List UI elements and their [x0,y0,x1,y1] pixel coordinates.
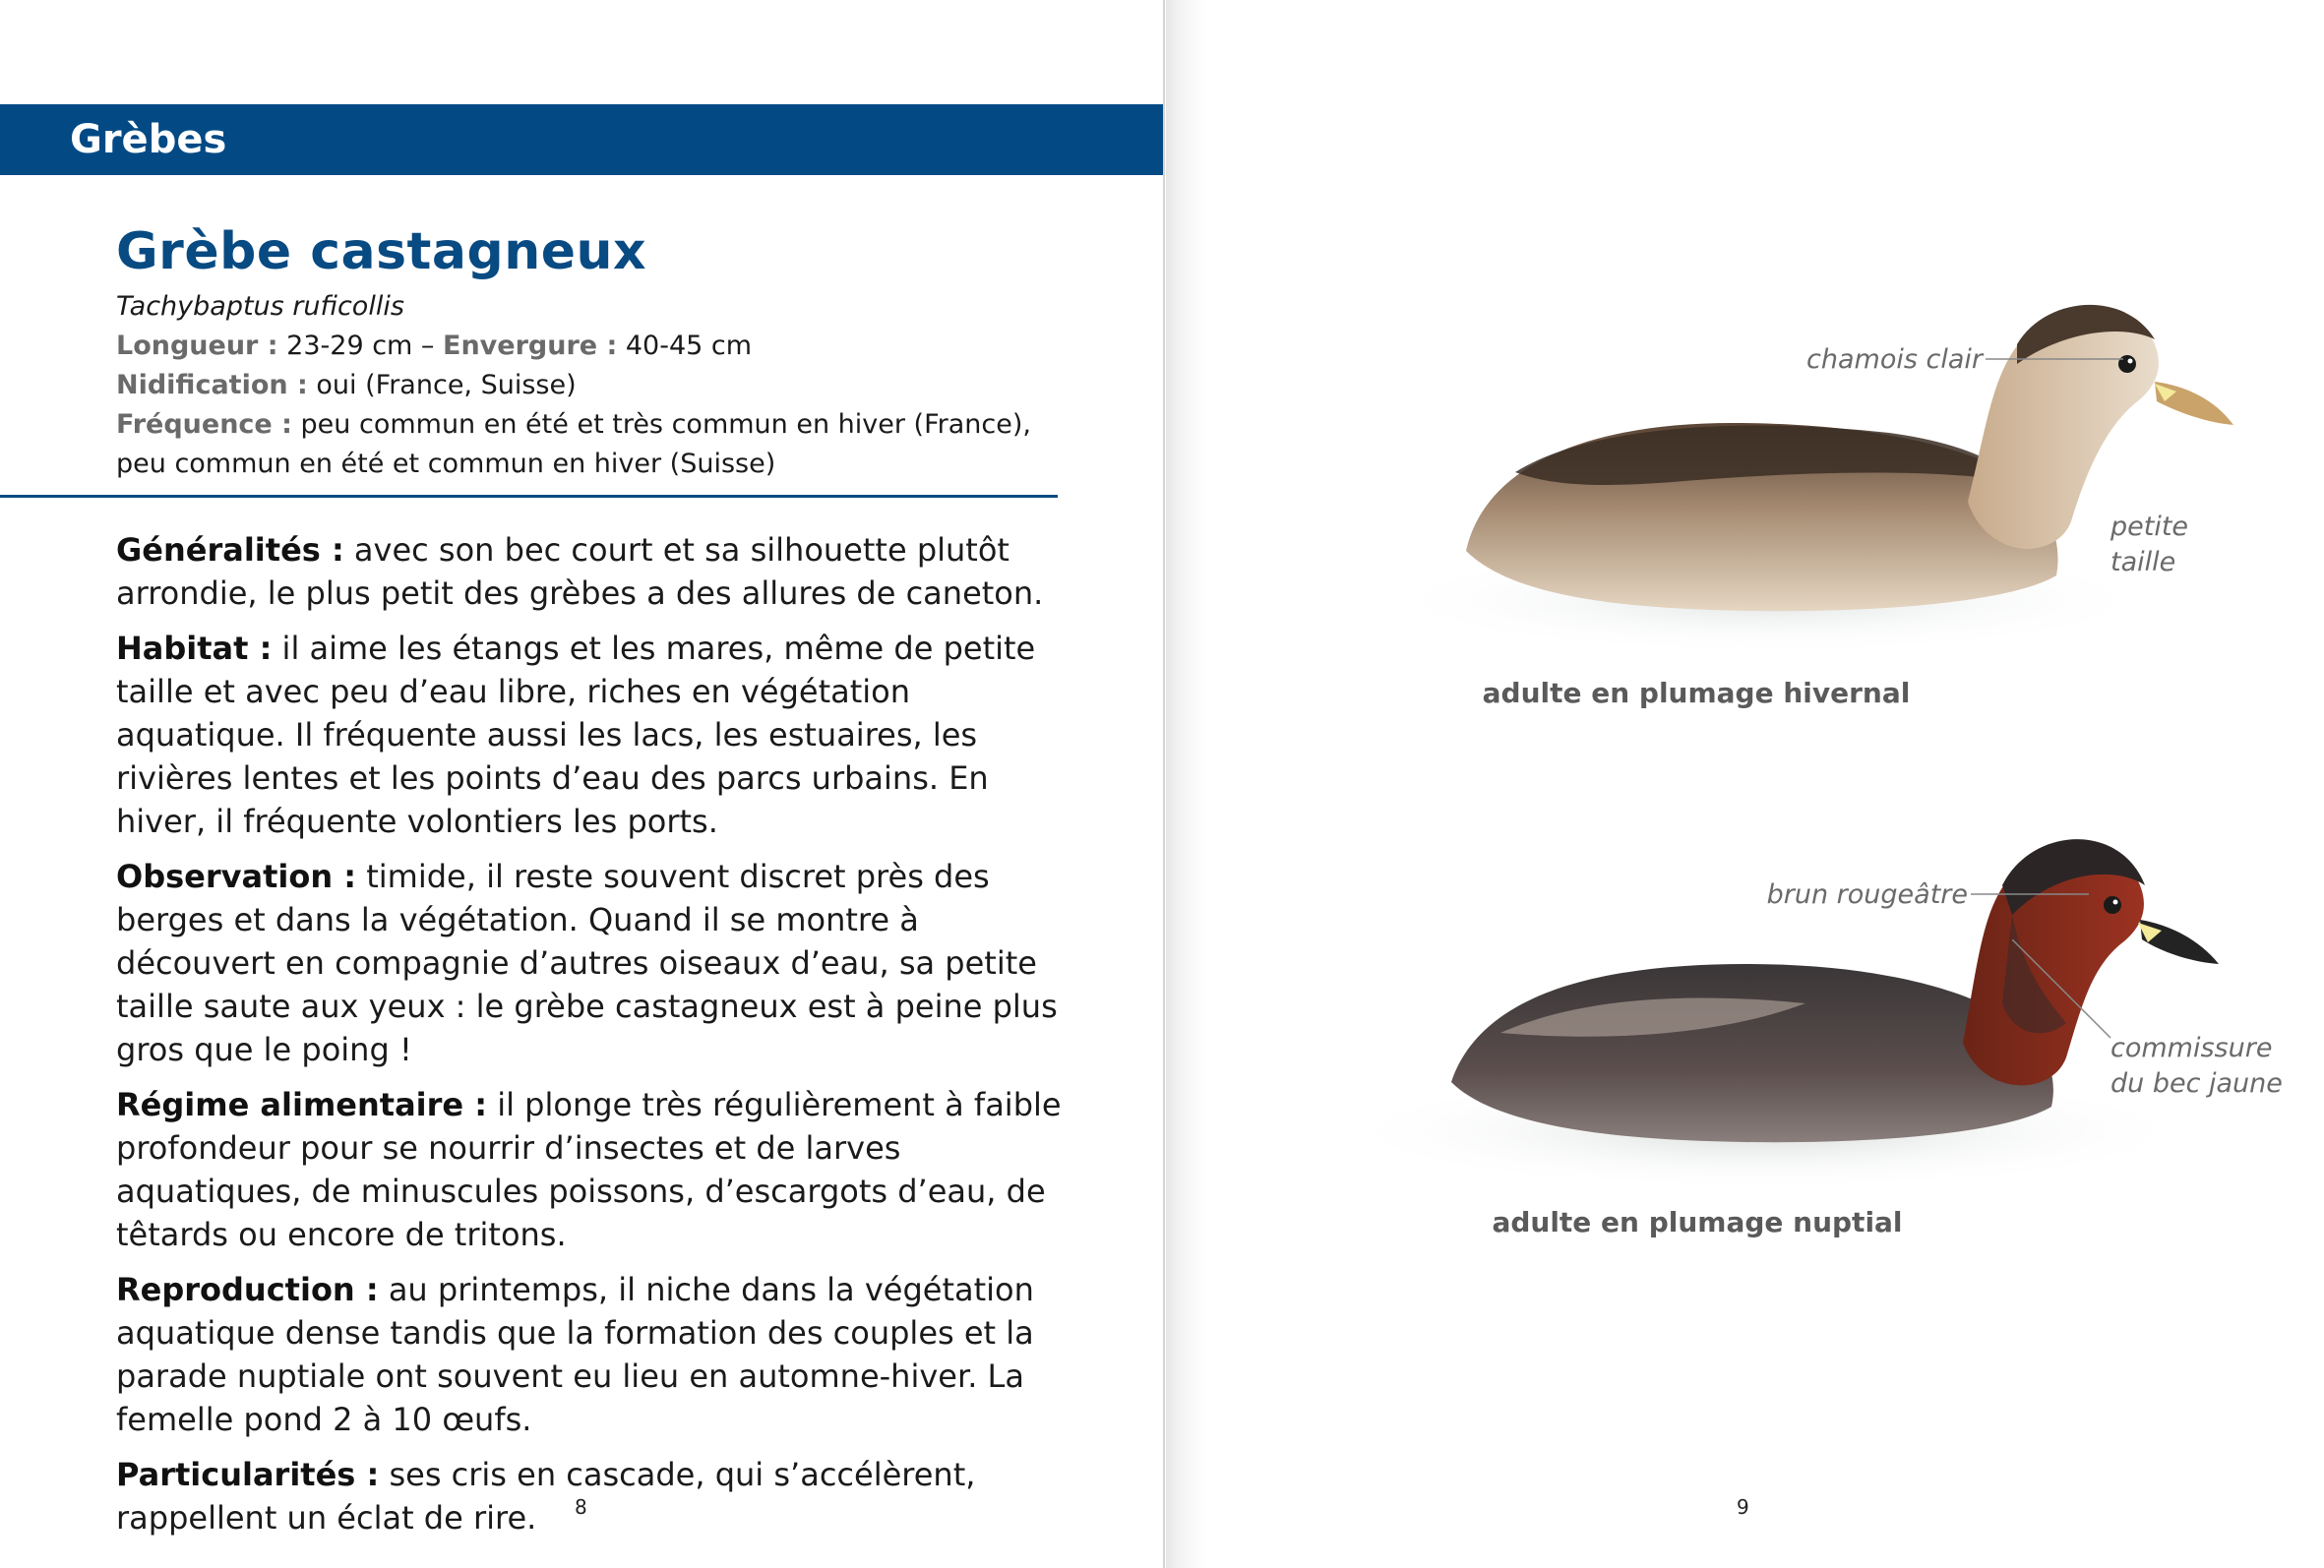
paragraph-reproduction [116,1268,1070,1441]
size-line [116,327,1080,366]
length-value: 23-29 cm – [277,331,444,361]
annotation-taille: taille [2110,547,2176,577]
breeding-grebe-illustration [1333,807,2317,1210]
paragraph-text: il aime les étangs et les mares, même de petite taille et avec peu d’eau libre, riches en végétation aquatique. Il fréquente aussi les lacs, les estuaires, les rivières lentes et les points d’eau des parcs urbains. En hiver, il fréquente volontiers les ports. [116,630,1036,840]
caption-winter: adulte en plumage hivernal [1482,677,1911,709]
section-title: Grèbes [70,117,227,162]
page-number-right: 9 [1737,1495,1749,1519]
frequency-value: peu commun en été et très commun en hiver (France), [291,409,1031,440]
latin-name: Tachybaptus ruficollis [116,291,404,322]
paragraph-text: au printemps, il niche dans la végétation aquatique dense tandis que la formation des couples et la parade nuptiale ont souvent eu lieu en automne-hiver. La femelle pond 2 à 10 œufs. [116,1271,1034,1438]
annotation-brun: brun rougeâtre [1766,879,1968,910]
paragraph-particularites [116,1453,1070,1539]
annotation-commissure [2110,1031,2283,1102]
bird-bill [2140,920,2219,964]
paragraph-text: avec son bec court et sa silhouette plutôt arrondie, le plus petit des grèbes a des allures de caneton. [116,531,1044,612]
frequency-line [116,405,1080,445]
annotation-petite-taille [2110,510,2188,580]
annotation-commissure-1: commissure [2110,1033,2273,1063]
annotation-commissure-2: du bec jaune [2110,1068,2283,1099]
winter-grebe-illustration [1377,275,2312,669]
bird-eye [2104,896,2121,914]
nesting-value: oui (France, Suisse) [307,370,577,400]
paragraph-label: Habitat : [116,630,273,667]
paragraph-generalites [116,528,1070,615]
nesting-label: Nidification : [116,370,308,400]
species-name: Grèbe castagneux [116,222,647,281]
paragraph-regime [116,1083,1070,1256]
frequency-label: Fréquence : [116,409,292,440]
wingspan-value: 40-45 cm [617,331,753,361]
paragraph-text: ses cris en cascade, qui s’accélèrent, rappellent un éclat de rire. [116,1456,976,1537]
section-header-band [0,104,1163,175]
leader-line-chamois [1986,354,2123,364]
species-description [116,528,1070,1551]
caption-breeding: adulte en plumage nuptial [1492,1206,1903,1238]
bird-body [1451,964,2053,1142]
leader-line-commissure [2012,939,2120,1048]
paragraph-label: Régime alimentaire : [116,1086,488,1123]
annotation-chamois: chamois clair [1806,344,1983,375]
wingspan-label: Envergure : [443,331,618,361]
leader-line-brun [1971,889,2089,899]
paragraph-text: timide, il reste souvent discret près des berges et dans la végétation. Quand il se montre à découvert en compagnie d’autres oiseaux d’eau, sa petite taille saute aux yeux : le grèbe castagneux est à peine plus gros que le poing ! [116,858,1058,1068]
length-label: Longueur : [116,331,278,361]
frequency-line-2: peu commun en été et commun en hiver (Suisse) [116,449,776,479]
right-page [1166,0,2324,1568]
paragraph-observation [116,855,1070,1071]
book-gutter [1163,0,1165,1568]
page-number-left: 8 [575,1495,587,1519]
paragraph-label: Reproduction : [116,1271,379,1308]
paragraph-text: il plonge très régulièrement à faible profondeur pour se nourrir d’insectes et de larves aquatiques, de minuscules poissons, d’escargots d’eau, de têtards ou encore de tritons. [116,1086,1062,1253]
facts-divider [0,495,1058,498]
nesting-line [116,366,1080,405]
paragraph-label: Particularités : [116,1456,380,1493]
paragraph-label: Généralités : [116,531,344,569]
annotation-petite: petite [2110,512,2189,542]
paragraph-label: Observation : [116,858,357,895]
paragraph-habitat [116,627,1070,843]
species-facts [116,287,1080,484]
